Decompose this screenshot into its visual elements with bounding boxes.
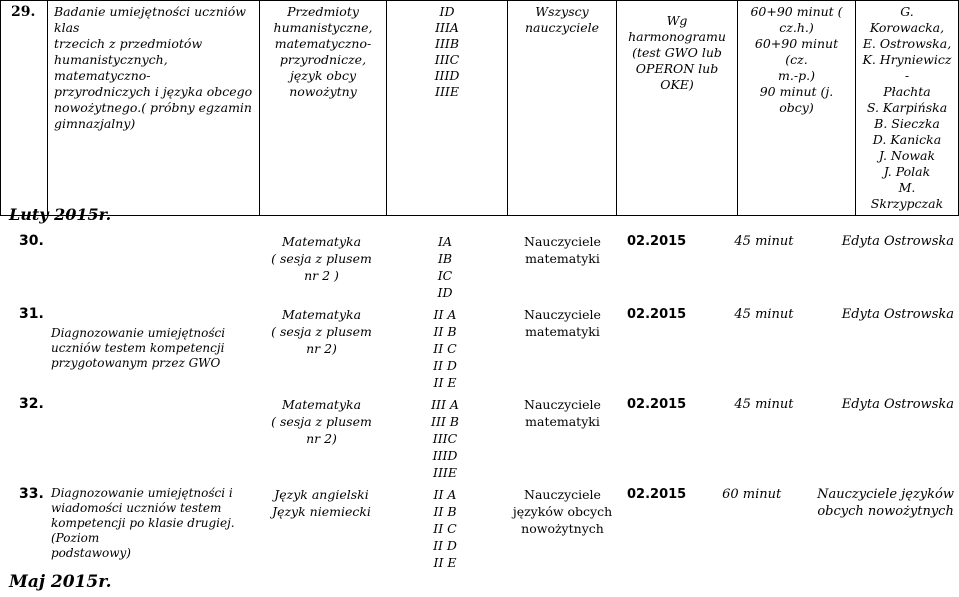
- details-cell: [623, 484, 959, 574]
- schedule-table-top: [0, 0, 959, 216]
- description-cell: Diagnozowanie umiejętności i wiadomości uczniów testem kompetencji po klasie drugiej. (Poziom podstawowy): [45, 484, 256, 574]
- description-cell: Diagnozowanie umiejętności uczniów testem kompetencji przygotowanym przez GWO: [45, 304, 256, 484]
- duration-cell: 60+90 minut ( cz.h.) 60+90 minut (cz. m.-p.) 90 minut (j. obcy): [738, 1, 856, 216]
- teachers-cell: Wszyscy nauczyciele: [508, 1, 617, 216]
- person-value: Edyta Ostrowska: [841, 234, 954, 249]
- teachers-cell: Nauczyciele matematyki: [503, 394, 623, 484]
- date-value: 02.2015: [627, 307, 687, 322]
- date-value: 02.2015: [627, 234, 687, 249]
- classes-cell: II A II B II C II D II E: [388, 304, 503, 394]
- schedule-table-luty: [0, 230, 959, 574]
- teachers-cell: Nauczyciele języków obcych nowożytnych: [503, 484, 623, 574]
- date-value: 02.2015: [627, 397, 687, 412]
- table-row: [1, 484, 959, 574]
- person-value: Edyta Ostrowska: [841, 397, 954, 412]
- subjects-cell: Przedmioty humanistyczne, matematyczno- przyrodnicze, język obcy nowożytny: [260, 1, 387, 216]
- section-heading-maj: Maj 2015r.: [9, 572, 112, 592]
- teachers-cell: Nauczyciele matematyki: [503, 231, 623, 304]
- classes-cell: II A II B II C II D II E: [388, 484, 503, 574]
- subject-cell: Język angielski Język niemiecki: [256, 484, 388, 574]
- person-value: Edyta Ostrowska: [841, 307, 954, 322]
- row-number: 29.: [1, 1, 48, 216]
- table-row: [1, 231, 959, 304]
- section-heading-luty: Luty 2015r.: [9, 205, 112, 224]
- classes-cell: IA IB IC ID: [388, 231, 503, 304]
- minutes-value: 45 minut: [734, 307, 794, 322]
- row-number: 33.: [1, 484, 45, 574]
- table-row: [1, 304, 959, 394]
- classes-cell: III A III B IIIC IIID IIIE: [388, 394, 503, 484]
- minutes-value: 45 minut: [734, 234, 794, 249]
- date-value: 02.2015: [627, 487, 687, 502]
- schedule-cell: Wg harmonogramu (test GWO lub OPERON lub OKE): [617, 1, 738, 216]
- minutes-value: 60 minut: [722, 487, 782, 502]
- table-row: [1, 1, 959, 216]
- minutes-value: 45 minut: [734, 397, 794, 412]
- person-value: Nauczyciele języków obcych nowożytnych: [817, 487, 954, 519]
- teachers-cell: Nauczyciele matematyki: [503, 304, 623, 394]
- responsible-cell: G. Korowacka, E. Ostrowska, K. Hryniewicz - Płachta S. Karpińska B. Sieczka D. Kanicka J. Nowak J. Polak M. Skrzypczak: [856, 1, 959, 216]
- subject-cell: Matematyka ( sesja z plusem nr 2 ): [256, 231, 388, 304]
- task-description: Badanie umiejętności uczniów klas trzecich z przedmiotów humanistycznych, matematyczno- przyrodniczych i języka obcego nowożytnego.( próbny egzamin gimnazjalny): [48, 1, 260, 216]
- subject-cell: Matematyka ( sesja z plusem nr 2): [256, 394, 388, 484]
- row-number: 32.: [1, 394, 45, 484]
- classes-cell: ID IIIA IIIB IIIC IIID IIIE: [387, 1, 508, 216]
- subject-cell: Matematyka ( sesja z plusem nr 2): [256, 304, 388, 394]
- details-cell: [623, 231, 959, 304]
- details-cell: [623, 304, 959, 394]
- row-number: 31.: [1, 304, 45, 394]
- row-number: 30.: [1, 231, 45, 304]
- details-cell: [623, 394, 959, 484]
